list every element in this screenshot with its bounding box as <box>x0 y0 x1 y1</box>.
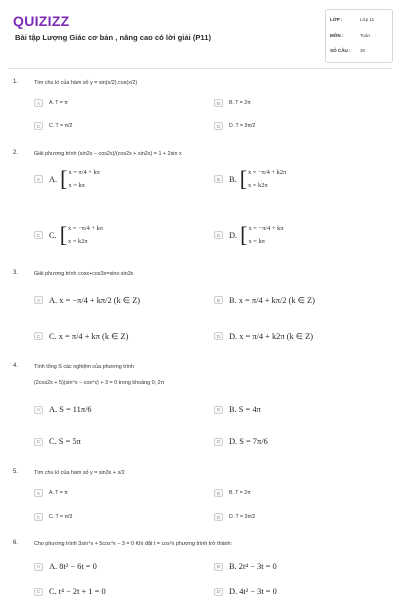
option-letter: A <box>34 296 43 304</box>
system-line: x = −π/4 + kπ <box>68 225 104 232</box>
system-line: x = −π/4 + kπ <box>248 225 284 232</box>
option-label: C. S = 5π <box>49 437 81 446</box>
option-letter: D <box>214 231 223 239</box>
meta-row-class <box>330 17 392 22</box>
option-letter: D <box>214 332 223 340</box>
option-b[interactable] <box>214 99 251 107</box>
option-letter: D <box>214 513 223 521</box>
equation-system <box>240 222 283 248</box>
option-b[interactable] <box>214 562 277 571</box>
option-letter: B <box>214 296 223 304</box>
worksheet-title: Bài tập Lượng Giác cơ bản , nâng cao có lời giải (P11) <box>15 33 211 42</box>
question-text: Giải phương trình cosx+cos3x=sinx-sin3x <box>34 271 134 277</box>
option-label: D. x = π/4 + k2π (k ∈ Z) <box>229 332 314 341</box>
option-label: B. T = 2π <box>229 490 251 496</box>
option-label: B. 2t⁴ − 3t = 0 <box>229 562 277 571</box>
option-b[interactable] <box>214 166 286 192</box>
option-a[interactable] <box>34 99 68 107</box>
option-letter: C <box>34 231 43 239</box>
question-number: 1. <box>13 79 19 85</box>
option-a[interactable] <box>34 295 140 305</box>
option-letter: C <box>34 588 43 596</box>
question-text: Tìm chu kì của hàm số y = sin3x + x/2 <box>34 470 125 476</box>
question-number: 5. <box>13 469 19 475</box>
option-label: A. S = 11π/6 <box>49 405 92 414</box>
meta-value: Lớp 11 <box>360 17 375 22</box>
option-c[interactable] <box>34 122 72 130</box>
option-letter: C <box>34 438 43 446</box>
option-label: C. <box>49 230 57 240</box>
system-line: x = k2π <box>68 238 88 245</box>
option-letter: B <box>214 99 223 107</box>
option-label: B. T = 2π <box>229 100 251 106</box>
option-letter: B <box>214 563 223 571</box>
option-label: A. T = π <box>49 490 68 496</box>
left-bracket: [ <box>59 222 68 247</box>
meta-key: LỚP : <box>330 17 343 22</box>
meta-value: 30 <box>360 48 366 53</box>
system-line: x = π/4 + kπ <box>68 169 100 176</box>
option-c[interactable] <box>34 331 128 341</box>
option-d[interactable] <box>214 331 313 341</box>
meta-box <box>325 9 393 63</box>
left-bracket: [ <box>239 166 248 191</box>
equation-system <box>240 166 287 192</box>
option-a[interactable] <box>34 562 97 571</box>
option-letter: A <box>34 489 43 497</box>
option-label: C. t⁴ − 2t + 1 = 0 <box>49 587 106 596</box>
option-d[interactable] <box>214 513 255 521</box>
option-letter: B <box>214 175 223 183</box>
system-line: x = k2π <box>248 182 268 189</box>
option-c[interactable] <box>34 587 106 596</box>
question-text-line2: (2cos2x + 5)(sin⁴x − cos⁴x) + 3 = 0 trong khoảng 0; 2π <box>34 380 165 386</box>
option-d[interactable] <box>214 587 277 596</box>
option-c[interactable] <box>34 437 81 446</box>
option-label: B. S = 4π <box>229 405 261 414</box>
option-c[interactable] <box>34 513 72 521</box>
option-label: D. 4t² − 3t = 0 <box>229 587 277 596</box>
question-text: Tính tổng S các nghiệm của phương trình <box>34 364 135 370</box>
option-a[interactable] <box>34 166 100 192</box>
option-d[interactable] <box>214 437 268 446</box>
question-text: Cho phương trình 3sin⁴x + 5cos⁴x − 3 = 0 Khi đặt t = cos²x phương trình trở thành: <box>34 541 233 547</box>
meta-row-subject <box>330 33 392 38</box>
meta-key: MÔN : <box>330 33 344 38</box>
meta-value: Toán <box>360 33 370 38</box>
option-label: D. <box>229 230 238 240</box>
option-label: C. T = π/3 <box>49 514 73 520</box>
option-letter: D <box>214 588 223 596</box>
option-label: B. x = π/4 + kπ/2 (k ∈ Z) <box>229 296 315 305</box>
option-label: A. 8t² − 6t = 0 <box>49 562 97 571</box>
option-letter: C <box>34 513 43 521</box>
option-label: A. <box>49 174 58 184</box>
option-letter: A <box>34 175 43 183</box>
question-number: 6. <box>13 540 19 546</box>
option-label: D. T = 3π/2 <box>229 123 256 129</box>
quizizz-logo: QUIZIZZ <box>13 13 70 29</box>
question-number: 2. <box>13 150 19 156</box>
left-bracket: [ <box>60 166 68 191</box>
option-d[interactable] <box>214 222 284 248</box>
system-line: x = kπ <box>68 182 85 189</box>
option-b[interactable] <box>214 489 251 497</box>
system-line: x = kπ <box>248 238 265 245</box>
option-letter: B <box>214 406 223 414</box>
option-c[interactable] <box>34 222 103 248</box>
option-label: C. T = π/2 <box>49 123 73 129</box>
question-text: Giải phương trình (sin2x − cos2x)/(cos2x + sin2x) = 1 + 2sin x <box>34 151 182 157</box>
option-label: D. T = 3π/2 <box>229 514 256 520</box>
option-label: B. <box>229 174 237 184</box>
meta-row-count <box>330 48 392 53</box>
system-line: x = −π/4 + k2π <box>248 169 287 176</box>
option-letter: A <box>34 406 43 414</box>
option-letter: A <box>34 99 43 107</box>
question-number: 4. <box>13 363 19 369</box>
worksheet-header <box>0 0 400 68</box>
equation-system <box>60 166 100 192</box>
equation-system <box>60 222 103 248</box>
option-b[interactable] <box>214 295 315 305</box>
option-letter: C <box>34 332 43 340</box>
meta-key: SỐ CÂU : <box>330 48 351 53</box>
option-letter: C <box>34 122 43 130</box>
option-letter: A <box>34 563 43 571</box>
option-letter: B <box>214 489 223 497</box>
question-number: 3. <box>13 270 19 276</box>
option-label: A. T = π <box>49 100 68 106</box>
option-a[interactable] <box>34 489 68 497</box>
header-divider <box>8 68 392 69</box>
option-label: D. S = 7π/6 <box>229 437 268 446</box>
option-b[interactable] <box>214 405 261 414</box>
option-a[interactable] <box>34 405 92 414</box>
option-label: A. x = −π/4 + kπ/2 (k ∈ Z) <box>49 296 141 305</box>
option-letter: D <box>214 438 223 446</box>
option-letter: D <box>214 122 223 130</box>
option-d[interactable] <box>214 122 255 130</box>
option-label: C. x = π/4 + kπ (k ∈ Z) <box>49 332 129 341</box>
left-bracket: [ <box>240 222 248 247</box>
question-text: Tìm chu kì của hàm số y = sin(x/2).cos(x/2) <box>34 80 138 86</box>
